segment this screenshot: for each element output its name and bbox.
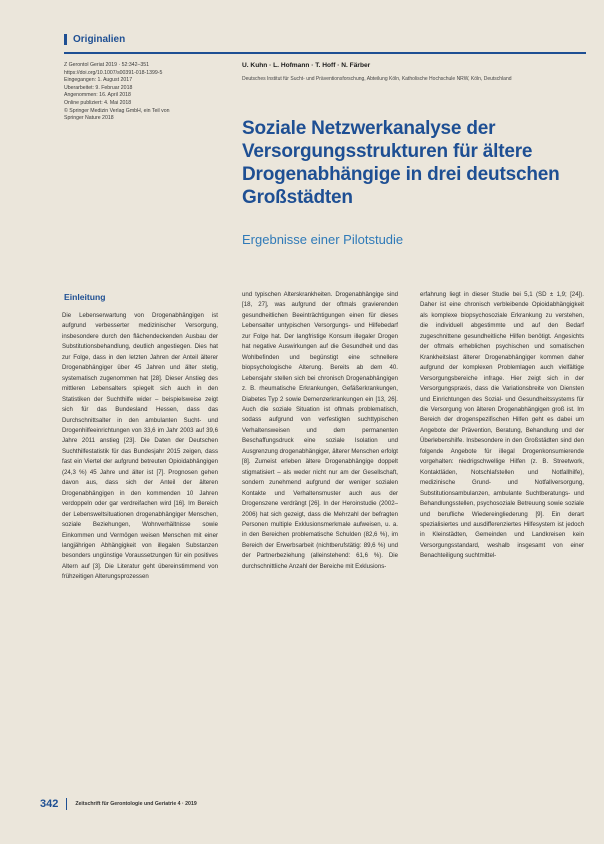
body-text-col3: erfahrung liegt in dieser Studie bei 5,1 (SD ± 1,9; [24]). Daher ist eine chronisch verbleibende Opioidabhängigkeit als komplexe biopsychosoziale Erkrankung zu verstehen, die individuell abgestimmte und auf den Bedarf zugeschnittene gesundheitliche Hilfen benötigt. Angesichts der oftmals erheblichen psychischen und somatischen Krankheitslast älterer Drogenabhängiger kommen daher aufgrund der komplexen Problemlagen auch vielfältige Versorgungsbereiche infrage. Hier zeigt sich in der Versorgungspraxis, dass die Variationsbreite von Diensten und Einrichtungen des Sozial- und Gesundheitssystems für die Versorgung von älteren Drogenabhängigen groß ist. Im Bereich der drogenspezifischen Hilfen geht es dabei um Angebote der Prävention, Beratung, Behandlung und der Überlebenshilfe. Insbesondere in den Großstädten sind den folgende Angebote für illegal Drogenkonsumierende vorgehalten: niedrigschwellige Hilfen (z. B. Streetwork, Kontaktläden, Notschlafstellen und Notfallhilfe), medizinische Grund- und Notfallversorgung, Substitutionsambulanzen, ambulante Suchtberatungs- und Behandlungsstellen, psychosoziale Betreuung sowie soziale und berufliche Wiedereingliederung [9]. Ein derart spezialisiertes und ausdifferenziertes Hilfesystem ist jedoch in Kleinstädten, Gemeinden und Landkreisen kein Versorgungsstandard, weshalb insgesamt von einer Benachteiligung suchtmittel- — [420, 291, 584, 560]
meta-accepted: Angenommen: 16. April 2018 — [64, 92, 131, 99]
body-column-2 — [242, 290, 398, 782]
header-rule — [64, 30, 586, 54]
body-text-col2: und typischen Alterskrankheiten. Drogenabhängige sind [18, 27], was aufgrund der oftmals gravierenden gesundheitlichen Beeinträchtigungen einen für dieses Lebensalter untypischen Versorgungs- und Hilfebedarf zur Folge hat. Der langfristige Konsum illegaler Drogen hat negative Auswirkungen auf die Gesundheit und das Wohlbefinden und begünstigt eine schnellere biopsychologische Alterung. Bereits ab dem 40. Lebensjahr stellen sich bei chronisch Drogenabhängigen z. B. rheumatische Erkrankungen, Gefäßerkrankungen, Diabetes Typ 2 sowie Demenzerkrankungen ein [13, 26]. Auch die soziale Situation ist oftmals problematisch, sodass aufgrund von verfestigten suchttypischen Verhaltensweisen und dem permanenten Beschaffungsdruck eine soziale Isolation und Ausgrenzung drogenabhängiger, älterer Menschen erfolgt [8]. Zumeist erleben ältere Drogenabhängige doppelt stigmatisiert – als weder nicht nur am der Gesellschaft, sondern zunehmend aufgrund der weniger sozialen Kontakte und Verhaltensmuster auch aus der Drogenszene verdrängt [26]. In der Heroinstudie (2002–2006) hat sich gezeigt, dass die Mehrzahl der befragten Personen multiple Exklusionsmerkmale aufweisen, u. a. in den Bereichen problematische Schulden (82,6 %), im Bereich der Erwerbsarbeit (nichtberufstätig: 89,6 %) und der Partnerbeziehung (alleinstehend: 61,6 %). Die durchschnittliche Anzahl der Bereiche mit Exklusions- — [242, 291, 398, 570]
page-footer — [40, 796, 560, 812]
affiliation: Deutsches Institut für Sucht- und Präventionsforschung, Abteilung Köln, Katholische Hochschule NRW, Köln, Deutschland — [242, 76, 512, 82]
meta-doi[interactable]: https://doi.org/10.1007/s00391-018-1399-5 — [64, 69, 163, 76]
article-subtitle: Ergebnisse einer Pilotstudie — [242, 232, 404, 247]
meta-received: Eingegangen: 1. August 2017 — [64, 77, 133, 84]
article-title: Soziale Netzwerkanalyse der Versorgungsstrukturen für ältere Drogenabhängige in drei deutschen Großstädten — [242, 118, 560, 208]
body-column-3 — [420, 290, 584, 782]
meta-published: Online publiziert: 4. Mai 2018 — [64, 99, 132, 106]
author-list: U. Kuhn · L. Hofmann · T. Hoff · N. Färber — [242, 62, 371, 69]
journal-name: Zeitschrift für Gerontologie und Geriatrie 4 · 2019 — [75, 801, 197, 807]
page-number: 342 — [40, 798, 59, 810]
meta-revised: Überarbeitet: 9. Februar 2018 — [64, 84, 133, 91]
meta-citation: Z Gerontol Geriat 2019 · 52:342–351 — [64, 62, 150, 68]
section-tag: Originalien — [64, 34, 125, 45]
meta-copyright-2: Springer Nature 2018 — [64, 115, 114, 122]
meta-copyright: © Springer Medizin Verlag GmbH, ein Teil von — [64, 107, 170, 114]
body-column-1 — [62, 311, 218, 781]
footer-divider — [66, 798, 67, 810]
section-heading-einleitung: Einleitung — [64, 292, 106, 302]
article-meta — [64, 62, 224, 123]
body-text-col1: Die Lebenserwartung von Drogenabhängigen ist aufgrund verbesserter medizinischer Versorgung, insbesondere durch den flächendeckenden Ausbau der Substitutionsbehandlung, deutlich angestiegen. Dies hat zur Folge, dass in den letzten Jahren der Anteil älterer Drogenabhängiger über 45 Jahren und älter stetig, systematisch zugenommen hat [28]. Dieser Anstieg des mittleren Lebensalters spiegelt sich auch in den Statistiken der Suchthilfe wider – beispielsweise zeigt sich für das Bundesland Hessen, dass das Durchschnittsalter in den ambulanten Sucht- und Drogenhilfeeinrichtungen von 33,6 im Jahr 2003 auf 39,6 Jahre 2011 anstieg [23]. Die Daten der Deutschen Suchthilfestatistik für das Bundesjahr 2015 zeigen, dass fast ein Viertel der aufgrund betreuten Opioidabhängigen (24,3 %) 45 Jahre und älter ist [7]. Prognosen gehen davon aus, dass sich der Anteil der älteren Drogenabhängigen in den kommenden 10 Jahren verdoppeln oder gar verdreifachen wird [16]. Im Bereich der Lebensweltsituationen drogenabhängiger Menschen, soziale Beziehungen, Wohnverhältnisse sowie Einkommen und Vermögen weisen Menschen mit einer langjährigen Abhängigkeit von illegalen Substanzen besonders ungünstige Voraussetzungen für ein positives Altern auf [3]. Die Literatur geht übereinstimmend von frühzeitigen Alterungsprozessen — [62, 312, 218, 581]
